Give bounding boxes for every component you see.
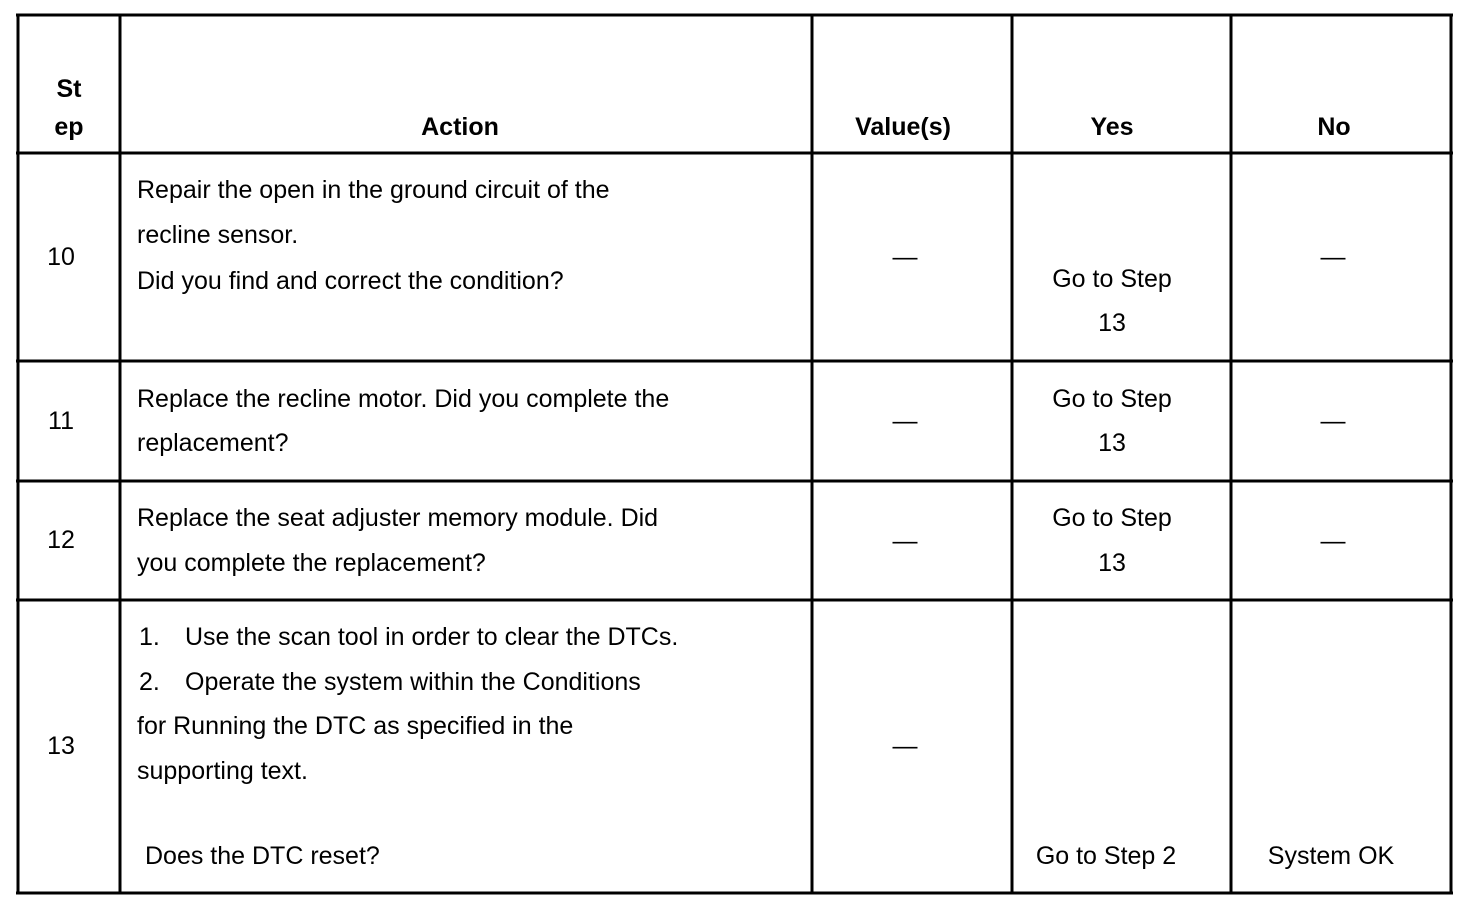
action-text-line: replacement? (137, 429, 289, 457)
yes-text-line: Go to Step (1052, 265, 1172, 293)
value-dash: — (892, 407, 918, 435)
no-text: System OK (1267, 842, 1395, 870)
step-number: 11 (48, 407, 74, 435)
yes-text-line: 13 (1098, 429, 1126, 457)
list-item-text: Operate the system within the Conditions (185, 668, 641, 696)
no-dash: — (1320, 243, 1346, 271)
header-step-line2: ep (54, 113, 84, 141)
yes-text-line: 13 (1098, 309, 1126, 337)
value-dash: — (892, 243, 918, 271)
step-number: 10 (47, 243, 75, 271)
header-step-line1: St (56, 75, 82, 103)
header-action: Action (421, 113, 499, 141)
value-dash: — (892, 527, 918, 555)
step-number: 13 (47, 732, 75, 760)
yes-text-line: Go to Step (1052, 504, 1172, 532)
action-text-line: supporting text. (137, 757, 308, 785)
step-number: 12 (47, 526, 75, 554)
list-item-text: Use the scan tool in order to clear the DTCs. (185, 623, 679, 651)
yes-text-line: 13 (1098, 549, 1126, 577)
action-text-line: Repair the open in the ground circuit of the (137, 176, 610, 204)
yes-text: Go to Step 2 (1035, 842, 1177, 870)
action-text-line: you complete the replacement? (137, 549, 486, 577)
action-question: Does the DTC reset? (145, 842, 380, 870)
action-text-line: Replace the recline motor. Did you complete the (137, 385, 670, 413)
action-text-line: Did you find and correct the condition? (137, 267, 564, 295)
value-dash: — (892, 732, 918, 760)
action-text-line: recline sensor. (137, 221, 299, 249)
no-dash: — (1320, 527, 1346, 555)
header-no: No (1317, 113, 1351, 141)
action-text-line: for Running the DTC as specified in the (137, 712, 574, 740)
header-values: Value(s) (855, 113, 951, 141)
yes-text-line: Go to Step (1052, 385, 1172, 413)
action-text-line: Replace the seat adjuster memory module. Did (137, 504, 659, 532)
list-item-number: 2. (139, 668, 160, 696)
header-yes: Yes (1090, 113, 1134, 141)
no-dash: — (1320, 407, 1346, 435)
list-item-number: 1. (139, 623, 160, 651)
